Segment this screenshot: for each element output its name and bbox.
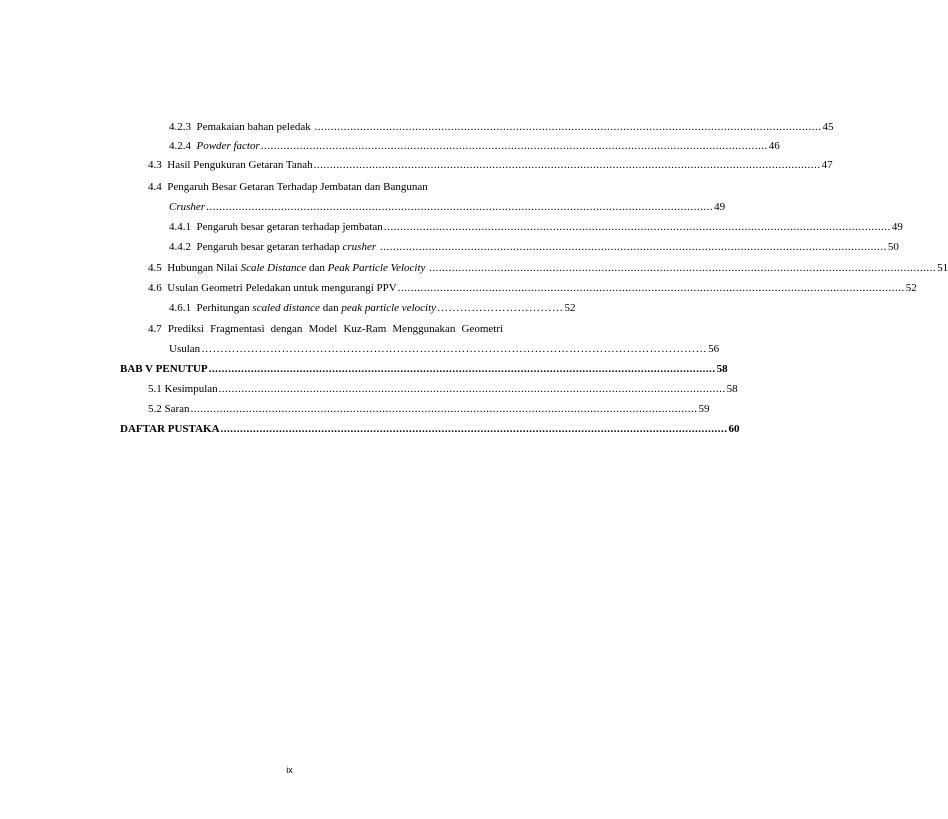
toc-title-italic: crusher bbox=[342, 241, 377, 253]
toc-number: 5.2 bbox=[148, 403, 162, 415]
leader-dots: ............................................................................................................................................................ bbox=[208, 363, 716, 375]
toc-entry-4-7-heading[interactable] bbox=[148, 322, 503, 336]
toc-number: 4.2.3 bbox=[169, 121, 191, 133]
toc-title: Pengaruh Besar Getaran Terhadap Jembatan dan Bangunan bbox=[167, 181, 428, 193]
toc-number: 4.2.4 bbox=[169, 140, 191, 152]
toc-entry-4-4[interactable] bbox=[169, 200, 726, 214]
toc-page-number: 45 bbox=[822, 121, 834, 133]
leader-dots: ............................................................................................................................................................ bbox=[383, 221, 891, 233]
leader-dots: ............................................................................................................................................................ bbox=[190, 403, 698, 415]
toc-entry-4-4-2[interactable] bbox=[169, 240, 899, 254]
toc-entry-4-2-4[interactable] bbox=[169, 139, 780, 153]
toc-page-number: 60 bbox=[728, 423, 740, 435]
toc-entry-4-3[interactable] bbox=[148, 158, 833, 172]
toc-entry-5-2[interactable] bbox=[148, 402, 710, 416]
leader-dots: …………………………………………………………………………………………………………………… bbox=[201, 343, 708, 355]
toc-title-word: Model bbox=[308, 323, 338, 335]
toc-page-number: 52 bbox=[564, 302, 576, 314]
toc-number: 4.4 bbox=[148, 181, 162, 193]
toc-page-number: 58 bbox=[716, 363, 728, 375]
toc-title: Usulan Geometri Peledakan untuk mengurangi PPV bbox=[167, 282, 397, 294]
toc-number: 4.6 bbox=[148, 282, 162, 294]
toc-title-word: Fragmentasi bbox=[210, 323, 265, 335]
toc-number: 4.7 bbox=[148, 323, 162, 335]
toc-entry-4-7[interactable] bbox=[169, 342, 720, 356]
toc-entry-bab-5[interactable] bbox=[120, 362, 728, 376]
leader-dots: ............................................................................................................................................................ bbox=[397, 282, 905, 294]
toc-page-number: 50 bbox=[887, 241, 899, 253]
toc-page-number: 58 bbox=[726, 383, 738, 395]
toc-title: Pemakaian bahan peledak bbox=[196, 121, 311, 133]
toc-title-italic: scaled distance bbox=[252, 302, 320, 314]
toc-title-word: Geometri bbox=[461, 323, 504, 335]
toc-title-italic: peak particle velocity bbox=[341, 302, 437, 314]
toc-number: 5.1 bbox=[148, 383, 162, 395]
toc-title-word: Prediksi bbox=[167, 323, 204, 335]
toc-title-word: Menggunakan bbox=[392, 323, 456, 335]
toc-entry-4-4-heading[interactable] bbox=[148, 180, 428, 194]
toc-title: Perhitungan bbox=[196, 302, 250, 314]
toc-page-number: 56 bbox=[708, 343, 720, 355]
leader-dots: ............................................................................................................................................................ bbox=[220, 423, 728, 435]
toc-title-continued: Usulan bbox=[169, 343, 201, 355]
toc-page-number: 51 bbox=[937, 262, 948, 274]
toc-title: Pengaruh besar getaran terhadap jembatan bbox=[196, 221, 383, 233]
toc-title-word: Kuz-Ram bbox=[343, 323, 387, 335]
leader-dots: …………………………… bbox=[437, 302, 564, 314]
toc-title: Hubungan Nilai bbox=[167, 262, 238, 274]
toc-entry-4-4-1[interactable] bbox=[169, 220, 903, 234]
toc-page-number: 47 bbox=[821, 159, 833, 171]
toc-title-italic: Scale Distance bbox=[240, 262, 307, 274]
toc-title: Hasil Pengukuran Getaran Tanah bbox=[167, 159, 313, 171]
leader-dots: ............................................................................................................................................................ bbox=[218, 383, 726, 395]
toc-number: 4.3 bbox=[148, 159, 162, 171]
toc-number: 4.4.1 bbox=[169, 221, 191, 233]
toc-page-number: 59 bbox=[698, 403, 710, 415]
leader-dots: ............................................................................................................................................................ bbox=[313, 159, 821, 171]
toc-title: BAB V PENUTUP bbox=[120, 363, 208, 375]
toc-title: Saran bbox=[164, 403, 190, 415]
toc-number: 4.5 bbox=[148, 262, 162, 274]
toc-title-conj: dan bbox=[309, 262, 325, 274]
leader-dots: ............................................................................................................................................................ bbox=[314, 121, 822, 133]
toc-title-italic: Peak Particle Velocity bbox=[327, 262, 426, 274]
toc-page-number: 46 bbox=[768, 140, 780, 152]
leader-dots: ............................................................................................................................................................ bbox=[429, 262, 937, 274]
toc-title-continued: Crusher bbox=[169, 201, 206, 213]
leader-dots: ............................................................................................................................................................ bbox=[206, 201, 714, 213]
toc-title-conj: dan bbox=[322, 302, 339, 314]
toc-entry-4-5[interactable] bbox=[148, 261, 948, 275]
toc-title: Powder factor bbox=[196, 140, 260, 152]
toc-entry-4-6[interactable] bbox=[148, 281, 917, 295]
page-number-footer: ix bbox=[286, 765, 293, 775]
toc-entry-4-2-3[interactable] bbox=[169, 120, 834, 134]
toc-entry-5-1[interactable] bbox=[148, 382, 738, 396]
toc-number: 4.6.1 bbox=[169, 302, 191, 314]
toc-title: Pengaruh besar getaran terhadap bbox=[196, 241, 340, 253]
leader-dots: ............................................................................................................................................................ bbox=[379, 241, 887, 253]
toc-title: Kesimpulan bbox=[164, 383, 218, 395]
toc-page-number: 49 bbox=[714, 201, 726, 213]
toc-number: 4.4.2 bbox=[169, 241, 191, 253]
leader-dots: ............................................................................................................................................................ bbox=[260, 140, 768, 152]
toc-page-number: 52 bbox=[905, 282, 917, 294]
toc-entry-4-6-1[interactable] bbox=[169, 301, 576, 315]
toc-title: DAFTAR PUSTAKA bbox=[120, 423, 220, 435]
toc-entry-daftar-pustaka[interactable] bbox=[120, 422, 740, 436]
toc-page-number: 49 bbox=[891, 221, 903, 233]
toc-title-word: dengan bbox=[270, 323, 303, 335]
